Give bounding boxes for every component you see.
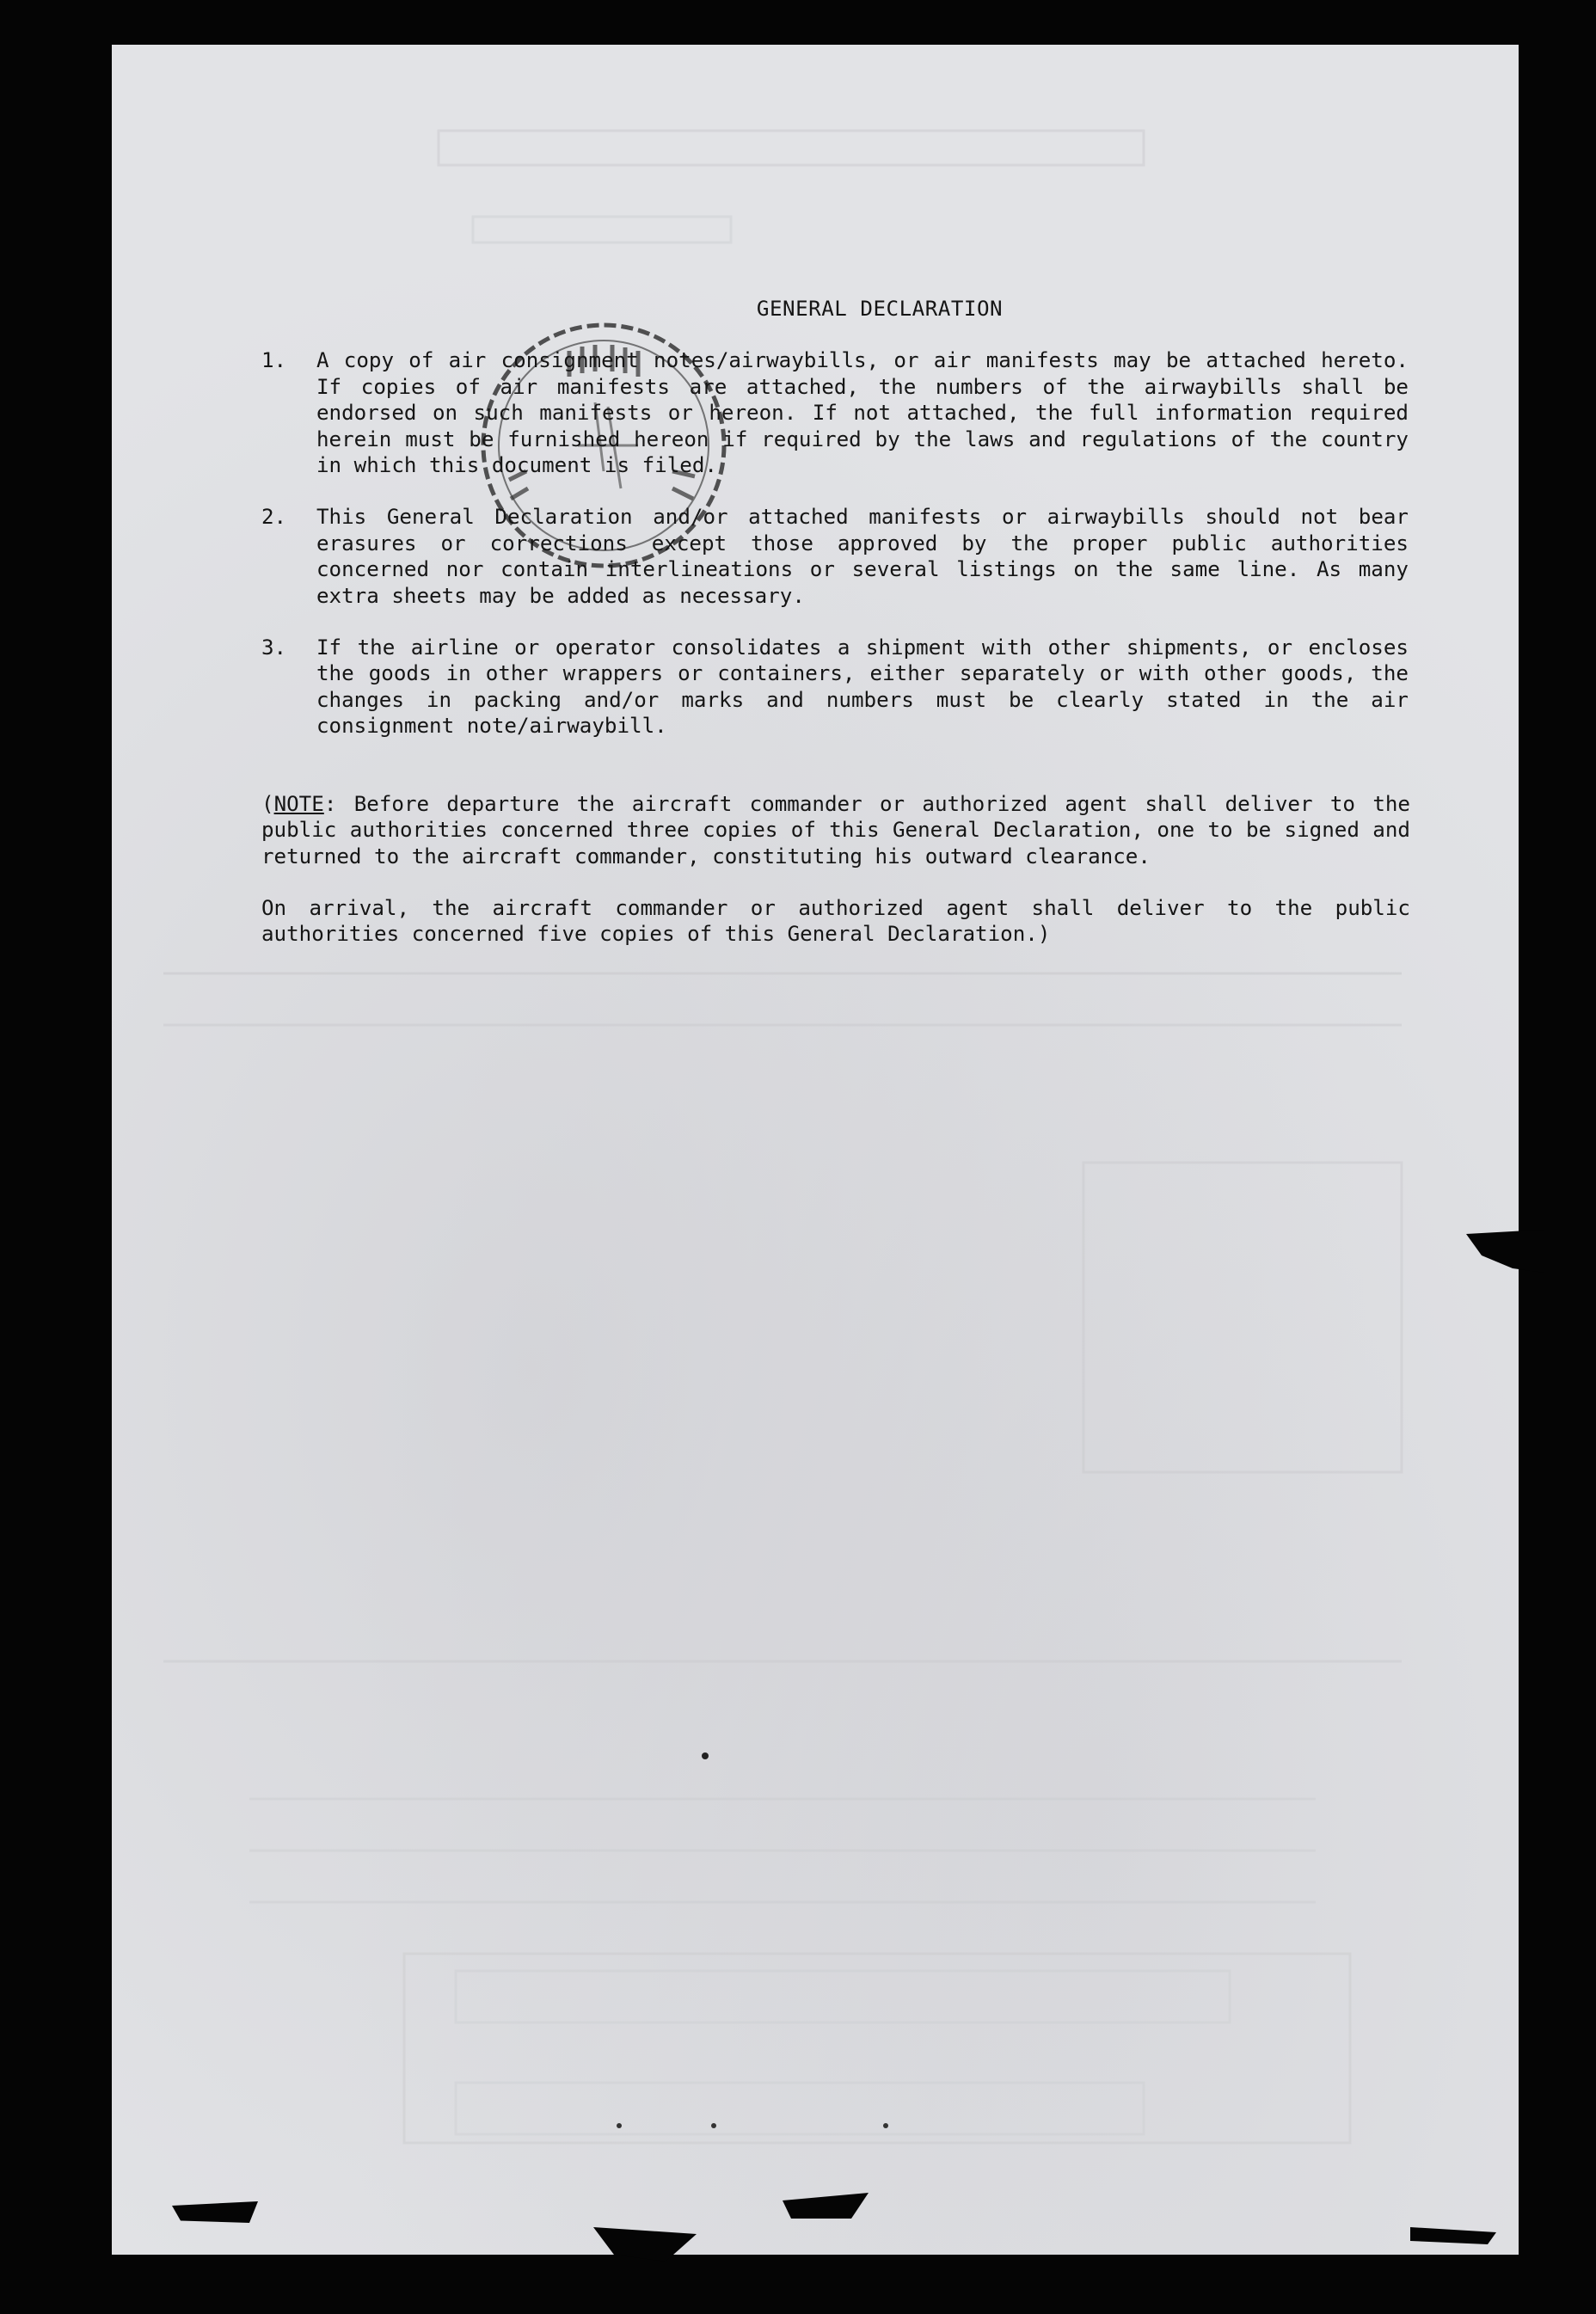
item-text: If the airline or operator consolidates a shipment with other shipments, or encloses the goods in other wrappers or containers, either separately or with other goods, the changes in packing and/or marks and numbers must be clearly stated in the air consignment note/airwaybill. — [316, 635, 1409, 739]
document-page — [112, 45, 1519, 2255]
item-number: 3. — [261, 635, 287, 660]
note-open-paren: ( — [261, 791, 274, 816]
item-text: This General Declaration and/or attached manifests or airwaybills should not bear erasures or corrections except those approved by the proper public authorities concerned nor contain interlineations or several listings on the same line. As many extra sheets may be added as necessary. — [316, 505, 1409, 608]
item-text: A copy of air consignment notes/airwaybills, or air manifests may be attached hereto. If copies of air manifests are attached, the numbers of the airwaybills shall be endorsed on such manifests or hereon. If not attached, the full information required herein must be furnished hereon if required by the laws and regulations of the country in which this document is filed. — [316, 348, 1409, 478]
document-text — [255, 296, 1519, 948]
item-number: 1. — [261, 348, 287, 373]
document-title: GENERAL DECLARATION — [756, 297, 1004, 321]
note-colon: : — [323, 791, 337, 816]
item-number: 2. — [261, 505, 287, 530]
arrival-note: On arrival, the aircraft commander or authorized agent shall deliver to the public authorities concerned five copies of this General Declaration.) — [261, 895, 1410, 947]
list-item — [255, 504, 1519, 609]
list-item — [255, 347, 1519, 478]
note-text: Before departure the aircraft commander or authorized agent shall deliver to the public authorities concerned three copies of this General Declaration, one to be signed and returned to the aircraft commander, constituting his outward clearance. — [261, 791, 1410, 869]
note-label: NOTE — [273, 791, 324, 816]
departure-note — [261, 791, 1410, 869]
list-item — [255, 635, 1519, 740]
